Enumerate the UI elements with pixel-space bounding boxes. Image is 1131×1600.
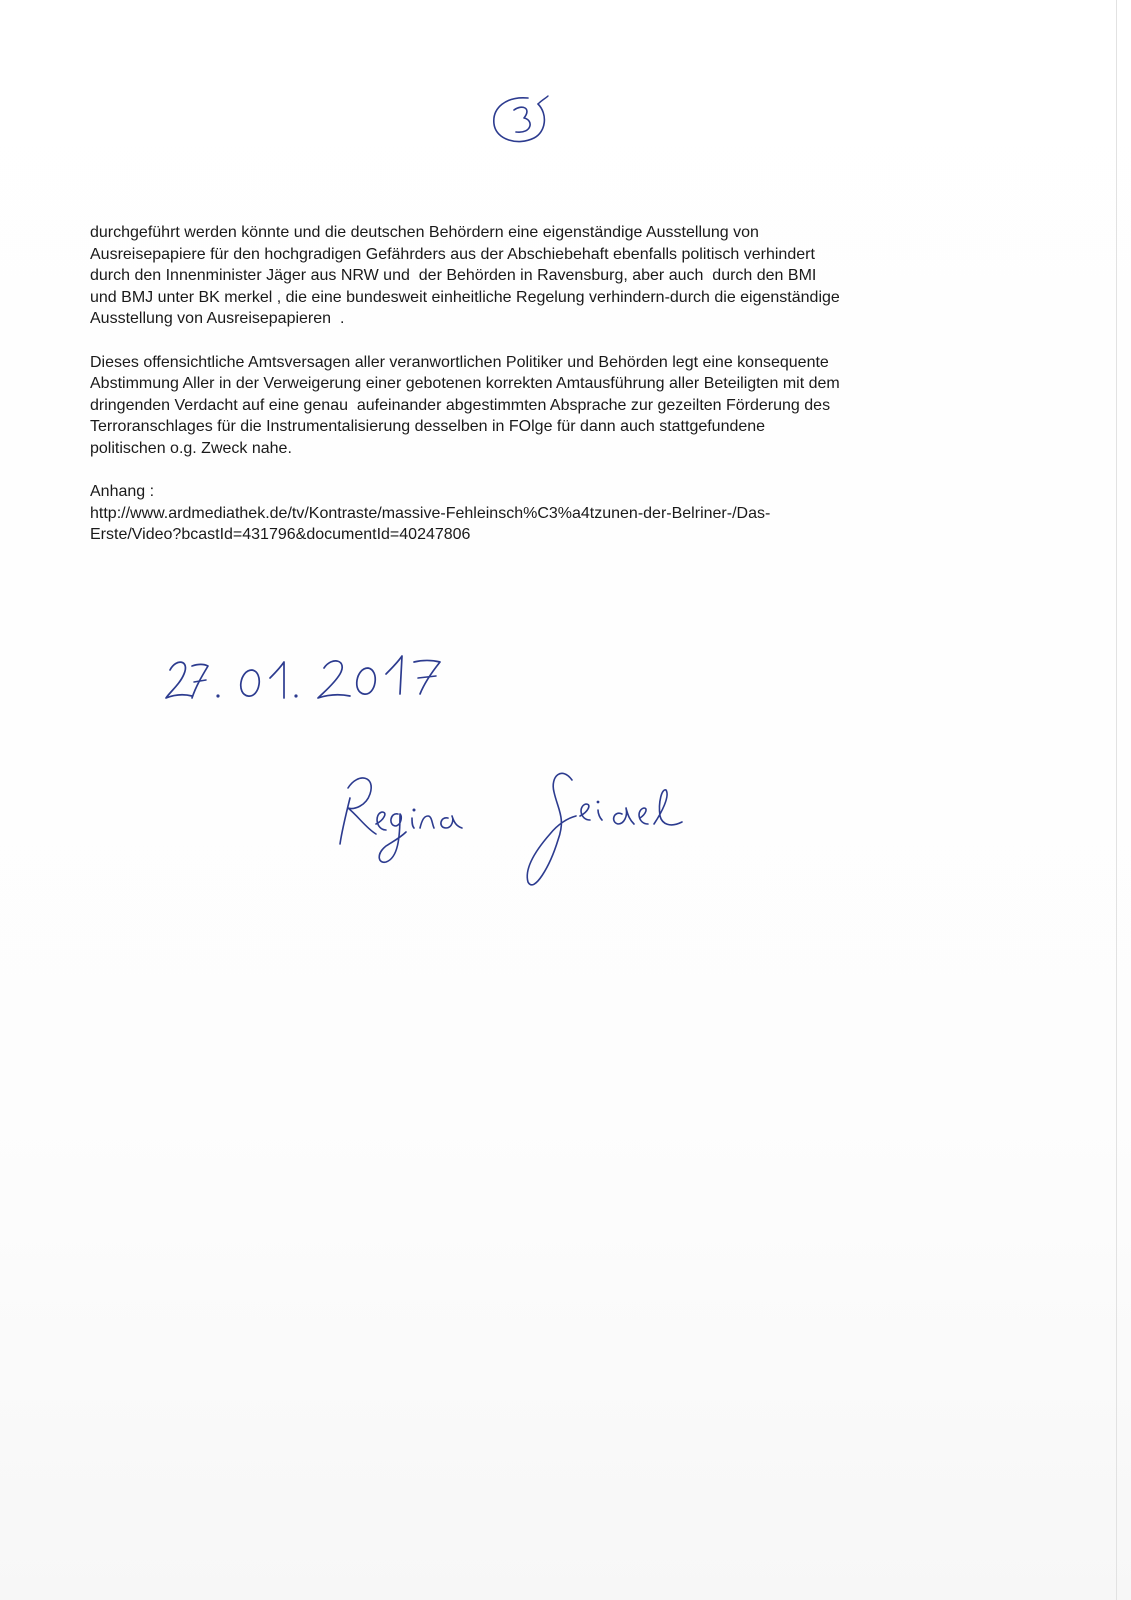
attachment-url-line: http://www.ardmediathek.de/tv/Kontraste/massive-Fehleinsch%C3%a4tzunen-der-Belriner-/Das- xyxy=(90,504,771,522)
handwritten-date-drawing xyxy=(162,648,462,718)
paragraph-1 xyxy=(90,222,1030,330)
paragraph-2 xyxy=(90,352,1030,460)
text-line: Terroranschlages für die Instrumentalisierung desselben in FOlge für dann auch stattgefundene xyxy=(90,418,766,435)
handwritten-date xyxy=(162,648,462,718)
page-number-text xyxy=(488,92,554,148)
text-line: durchgeführt werden könnte und die deutschen Behördern eine eigenständige Ausstellung von xyxy=(90,224,759,241)
page-number-mark xyxy=(488,92,554,148)
letter-body xyxy=(90,222,1030,568)
attachment-url-line: Erste/Video?bcastId=431796&documentId=40247806 xyxy=(90,526,471,543)
text-line: dringenden Verdacht auf eine genau aufeinander abgestimmten Absprache zur gezeilten Förderung des xyxy=(90,396,831,414)
text-line: durch den Innenminister Jäger aus NRW und der Behörden in Ravensburg, aber auch durch den BMI xyxy=(90,267,817,284)
text-line: und BMJ unter BK merkel , die eine bundesweit einheitliche Regelung verhindern-durch die eigenständige xyxy=(90,288,840,306)
text-line: Dieses offensichtliche Amtsversagen aller veranwortlichen Politiker und Behörden legt eine konsequente xyxy=(90,353,829,371)
attachment-section xyxy=(90,481,1030,546)
text-line: politischen o.g. Zweck nahe. xyxy=(90,439,292,457)
signature-drawing xyxy=(336,758,716,908)
signature xyxy=(336,758,716,908)
text-line: Ausreisepapiere für den hochgradigen Gefährders aus der Abschiebehaft ebenfalls politisch verhindert xyxy=(90,245,815,263)
text-line: Abstimmung Aller in der Verweigerung einer gebotenen korrekten Amtausführung aller Beteiligten mit dem xyxy=(90,375,840,392)
page-edge xyxy=(1116,0,1117,1600)
attachment-label: Anhang : xyxy=(90,483,155,500)
text-line: Ausstellung von Ausreisepapieren . xyxy=(90,310,345,327)
